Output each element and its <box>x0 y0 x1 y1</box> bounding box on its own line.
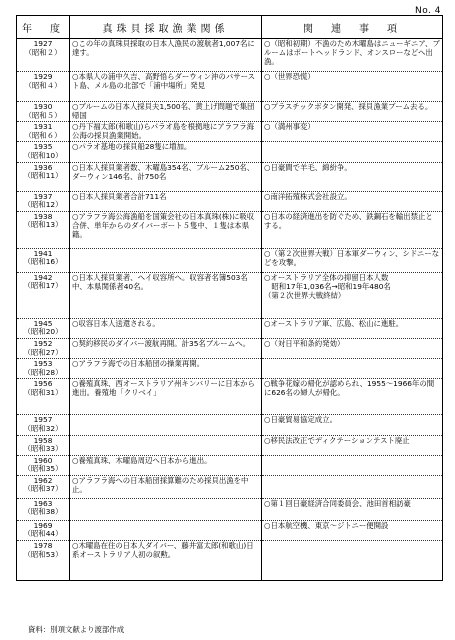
table-header-row <box>17 16 443 39</box>
era-value: （昭和53） <box>23 549 63 559</box>
pearl-event-text: ○養殖真珠、木曜島周辺へ日本から進出。 <box>72 455 212 465</box>
pearl-event-text: ○養殖真珠、西オーストラリア州キンバリーに日本から進出。養殖地「クリベイ」 <box>72 379 255 398</box>
related-event-text: ○戦争花嫁の帰化が認められ、1955〜1966年の間に626名の婦人が帰化。 <box>264 379 435 398</box>
year-value: 1958 <box>33 435 53 445</box>
related-event-text: ○日豪間で羊毛、綿紛争。 <box>264 162 352 172</box>
era-value: （昭和17） <box>23 281 63 291</box>
pearl-event-text: ○契約移民のダイバー渡航再開。計35名ブルームへ。 <box>72 338 250 348</box>
related-event-text: ○（対日平和条約発効） <box>264 338 345 348</box>
era-value: （昭和31） <box>23 387 63 397</box>
year-cell <box>17 248 70 272</box>
year-cell <box>17 415 70 435</box>
related-event-text: 昭和17年1,036名→昭和19年480名 <box>264 281 391 291</box>
related-event-text: ○日豪貿易協定成立。 <box>264 415 337 425</box>
related-cell <box>262 248 443 272</box>
header-pearl: 真珠貝採取漁業関係 <box>70 16 262 39</box>
pearl-cell <box>70 498 262 520</box>
era-value: （昭和16） <box>23 257 63 267</box>
related-event-text: ○オーストラリア軍、広島、松山に進駐。 <box>264 318 404 328</box>
era-value: （昭和11） <box>23 171 63 181</box>
year-cell <box>17 318 70 338</box>
related-event-text: ○（世界恐慌） <box>264 72 315 81</box>
pearl-cell <box>70 142 262 162</box>
year-value: 1938 <box>33 211 53 221</box>
pearl-cell <box>70 379 262 415</box>
year-cell <box>17 272 70 318</box>
related-cell <box>262 415 443 435</box>
pearl-cell <box>70 435 262 455</box>
era-value: （昭和35） <box>23 464 63 474</box>
table-row <box>17 498 443 520</box>
table-row <box>17 415 443 435</box>
table-row <box>17 475 443 498</box>
year-value: 1931 <box>33 122 53 132</box>
related-event-text: ○日本航空機、東京〜ジトニー便開設 <box>264 520 389 530</box>
related-cell <box>262 142 443 162</box>
related-cell <box>262 435 443 455</box>
related-event-text: ○プラスチックボタン開発、採貝漁業ブーム去る。 <box>264 102 433 111</box>
year-value: 1969 <box>33 520 53 530</box>
table-body <box>17 39 443 581</box>
pearl-event-text: ○日本人採貝業者数、木曜島354名、ブルーム250名、ダーウィン146名、計750名 <box>72 162 255 181</box>
year-cell <box>17 359 70 379</box>
page-number: No. 4 <box>414 6 441 16</box>
related-event-text: ○第１回日豪経済合同委員会、池田首相訪豪 <box>264 498 411 508</box>
header-year: 年 度 <box>17 16 70 39</box>
pearl-cell <box>70 541 262 581</box>
year-cell <box>17 191 70 211</box>
year-cell <box>17 435 70 455</box>
related-cell <box>262 318 443 338</box>
pearl-cell <box>70 415 262 435</box>
era-value: （昭和27） <box>23 347 63 357</box>
year-cell <box>17 102 70 122</box>
related-cell <box>262 541 443 581</box>
year-value: 1930 <box>33 102 53 111</box>
history-table-container <box>16 15 442 581</box>
year-cell <box>17 455 70 475</box>
era-value: （昭和44） <box>23 529 63 539</box>
related-cell <box>262 39 443 72</box>
related-cell <box>262 191 443 211</box>
era-value: （昭和６） <box>24 130 62 140</box>
table-row <box>17 72 443 102</box>
year-cell <box>17 475 70 498</box>
related-cell <box>262 211 443 248</box>
table-row <box>17 102 443 122</box>
year-value: 1960 <box>33 455 53 465</box>
pearl-event-text: ○本県人の浦中久吉、高野悟らダーウィン沖のバサースト島、メル島の北部で「浦中場所」発見 <box>72 72 256 90</box>
table-row <box>17 379 443 415</box>
pearl-event-text: ○日本人採貝業者、へイ収容所へ。収容者名簿503名中、本県関係者40名。 <box>72 272 248 291</box>
year-cell <box>17 541 70 581</box>
related-event-text: ○（昭和初期）不漁のため木曜島はニューギニア、ブルームはポートヘッドランド、オンスローなどへ出漁。 <box>264 39 440 66</box>
table-row <box>17 162 443 191</box>
pearl-cell <box>70 72 262 102</box>
year-value: 1937 <box>33 191 53 201</box>
era-value: （昭和10） <box>23 150 63 160</box>
era-value: （昭和37） <box>23 484 63 494</box>
related-cell <box>262 72 443 102</box>
table-row <box>17 338 443 358</box>
year-cell <box>17 520 70 540</box>
year-cell <box>17 39 70 72</box>
year-value: 1936 <box>33 162 53 172</box>
related-event-text: ○南洋拓殖株式会社設立。 <box>264 191 352 201</box>
pearl-cell <box>70 39 262 72</box>
pearl-cell <box>70 359 262 379</box>
year-value: 1929 <box>33 72 53 81</box>
year-value: 1978 <box>33 541 53 551</box>
year-value: 1963 <box>33 498 53 508</box>
table-row <box>17 122 443 142</box>
pearl-cell <box>70 272 262 318</box>
related-cell <box>262 162 443 191</box>
table-row <box>17 248 443 272</box>
table-row <box>17 318 443 338</box>
era-value: （昭和５） <box>24 110 62 120</box>
era-value: （昭和38） <box>23 507 63 517</box>
table-row <box>17 520 443 540</box>
related-event-text: ○移民法改正でディクテーションテスト廃止 <box>264 435 410 445</box>
year-cell <box>17 122 70 142</box>
era-value: （昭和28） <box>23 367 63 377</box>
pearl-event-text: ○パラオ基地の採貝船28隻に増加。 <box>72 142 192 152</box>
pearl-cell <box>70 318 262 338</box>
history-table <box>16 15 443 581</box>
table-row <box>17 39 443 72</box>
era-value: （昭和20） <box>23 327 63 337</box>
table-row <box>17 455 443 475</box>
year-value: 1953 <box>33 359 53 369</box>
pearl-event-text: ○この年の真珠貝採取の日本人漁民の渡航者1,007名に達す。 <box>72 39 255 57</box>
pearl-cell <box>70 338 262 358</box>
year-value: 1956 <box>33 379 53 389</box>
year-value: 1957 <box>33 415 53 425</box>
related-cell <box>262 102 443 122</box>
pearl-cell <box>70 475 262 498</box>
related-event-text: ○（第２次世界大戦）日本軍ダーウィン、シドニーなどを攻撃。 <box>264 248 440 267</box>
table-row <box>17 191 443 211</box>
year-value: 1941 <box>33 248 53 258</box>
year-value: 1952 <box>33 338 53 348</box>
year-cell <box>17 142 70 162</box>
pearl-event-text: ○ブルームの日本人採貝夫1,500名、黄上げ問題で集団帰国 <box>72 102 255 120</box>
year-cell <box>17 379 70 415</box>
pearl-event-text: ○アラフラ海での日本船団の操業再開。 <box>72 359 205 369</box>
era-value: （昭和32） <box>23 423 63 433</box>
related-cell <box>262 498 443 520</box>
table-row <box>17 359 443 379</box>
table-row <box>17 541 443 581</box>
pearl-event-text: ○アラフラ海への日本船団採算難のため採貝出漁を中止。 <box>72 475 249 494</box>
era-value: （昭和33） <box>23 444 63 454</box>
year-cell <box>17 211 70 248</box>
year-value: 1942 <box>33 272 53 282</box>
era-value: （昭和２） <box>24 47 62 57</box>
related-cell <box>262 338 443 358</box>
year-cell <box>17 498 70 520</box>
pearl-cell <box>70 162 262 191</box>
table-row <box>17 142 443 162</box>
pearl-event-text: ○日本人採貝業者合計711名 <box>72 191 167 201</box>
table-row <box>17 211 443 248</box>
table-row <box>17 435 443 455</box>
pearl-cell <box>70 211 262 248</box>
related-event-text: ○オーストラリア全体の抑留日本人数 <box>264 272 389 282</box>
table-row <box>17 272 443 318</box>
related-event-text: （第２次世界大戦終結） <box>264 290 346 300</box>
year-value: 1945 <box>33 318 53 328</box>
year-value: 1962 <box>33 475 53 485</box>
related-cell <box>262 455 443 475</box>
era-value: （昭和13） <box>23 220 63 230</box>
related-cell <box>262 520 443 540</box>
pearl-cell <box>70 455 262 475</box>
related-event-text: ○（満州事変） <box>264 122 315 132</box>
era-value: （昭和４） <box>24 80 62 90</box>
year-value: 1935 <box>33 142 53 152</box>
pearl-event-text: ○収容日本人送還される。 <box>72 318 160 328</box>
year-value: 1927 <box>33 39 53 48</box>
year-cell <box>17 338 70 358</box>
source-note: 資料：別項文献より渡部作成 <box>28 625 125 634</box>
pearl-cell <box>70 248 262 272</box>
header-related: 関 連 事 項 <box>262 16 443 39</box>
pearl-cell <box>70 102 262 122</box>
pearl-cell <box>70 520 262 540</box>
pearl-event-text: ○丹下福太郎(和歌山)らパラオ島を根拠地にアラフラ海公海の採貝漁業開始。 <box>72 122 255 141</box>
pearl-cell <box>70 122 262 142</box>
pearl-cell <box>70 191 262 211</box>
year-cell <box>17 162 70 191</box>
pearl-event-text: ○アラフラ海公海漁船を国策会社の日本真珠(株)に吸収合併、単年からのダイバーボート５隻中、１隻は本県籍。 <box>72 211 255 239</box>
related-cell <box>262 475 443 498</box>
related-cell <box>262 272 443 318</box>
related-event-text: ○日本の経済進出を防ぐため、鉄鋼石を輸出禁止とする。 <box>264 211 433 230</box>
related-cell <box>262 359 443 379</box>
era-value: （昭和12） <box>23 200 63 210</box>
pearl-event-text: ○木曜島在住の日本人ダイバー、藤井富太郎(和歌山)日系オーストラリア人初の叙勲。 <box>72 541 254 560</box>
year-cell <box>17 72 70 102</box>
related-cell <box>262 379 443 415</box>
related-cell <box>262 122 443 142</box>
